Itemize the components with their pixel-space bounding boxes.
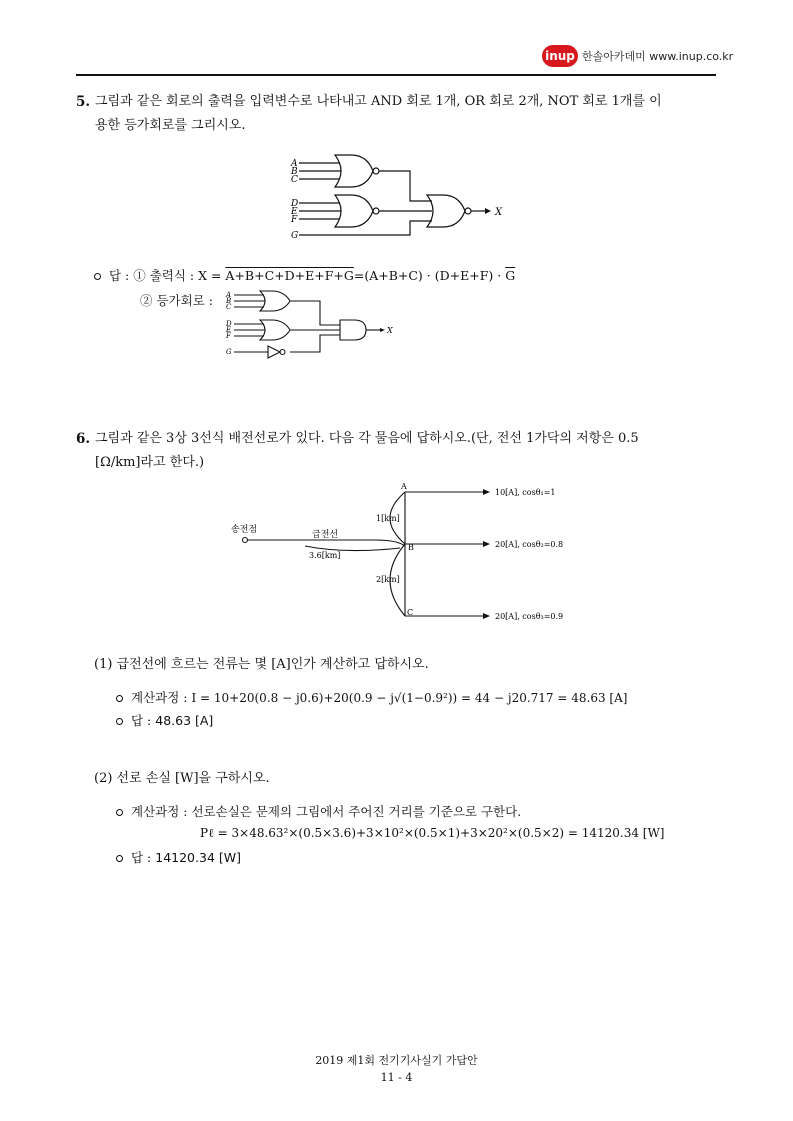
nor-bubble-final [465,208,471,214]
bullet [116,695,123,702]
footer-title: 2019 제1회 전기기사실기 가답안 [315,1054,478,1067]
feeder-line [247,540,405,546]
label-e: E [291,207,298,217]
q5-answer: 답 : ① 출력식 : $X = A+B+C+D+E+F+G=(A+B+C) \cdot (D+E+F) \cdot \overline{G}$ [94,266,515,284]
q5-equiv-circuit [222,287,397,362]
eq-label-f: F [226,332,231,340]
q5-number: 5. [76,94,91,110]
node-b: B [408,543,414,552]
not-gate [268,346,280,358]
diagram-source: 송전점 [231,525,258,535]
eq-label-c: C [226,303,232,311]
label-x: X [495,207,503,218]
label-g: G [291,231,299,241]
label-d: D [291,199,299,209]
source-point [243,538,248,543]
bullet [116,809,123,816]
node-c: C [407,608,414,617]
label-c: C [291,175,298,185]
q6-sub1-answer: 답 : 48.63 [A] [116,711,213,729]
q5-text-line1: 그림과 같은 회로의 출력을 입력변수로 나타내고 AND 회로 1개, OR 회로 2개, NOT 회로 1개를 이 [95,94,662,109]
nor-gate-final [427,195,465,227]
formula-overline: A+B+C+D+E+F+G [225,268,354,283]
node-a: A [401,482,407,491]
q6-sub2-calc-text: 계산과정 : 선로손실은 문제의 그림에서 주어진 거리를 기준으로 구한다. [116,802,521,820]
label-f: F [291,215,298,225]
eq-label-a: A [226,291,232,299]
q5-equiv-label: ② 등가회로 : [140,293,213,308]
header-academy: 한솔아카데미 www.inup.co.kr [582,50,734,63]
q6-text-line2: [Ω/km]라고 한다.) [95,455,205,470]
diagram-bc-len: 2[km] [376,575,400,584]
diagram-ab-len: 1[km] [376,514,400,523]
eq-label-g: G [226,348,232,356]
bullet [116,855,123,862]
inup-logo: inup [542,45,578,67]
load-b: 20[A], cosθ₂=0.8 [495,540,564,549]
bullet [116,718,123,725]
nor-bubble-1 [373,168,379,174]
footer-page: 11 - 4 [380,1071,413,1084]
q6-sub1-title: (1) 급전선에 흐르는 전류는 몇 [A]인가 계산하고 답하시오. [94,657,429,672]
q6-text-line1: 그림과 같은 3상 3선식 배전선로가 있다. 다음 각 물음에 답하시오.(단, 전선 1가닥의 저항은 0.5 [95,431,639,446]
formula-g-bar: $\overline{G}$ [505,268,516,283]
q6-sub2-answer: 답 : 14120.34 [W] [116,848,241,866]
and-gate [340,320,366,340]
label-a: A [291,159,298,169]
q6-sub1-calc: 계산과정 : I = 10+20(0.8 − j0.6)+20(0.9 − j√(1−0.9²)) = 44 − j20.717 = 48.63 [A] [116,688,627,706]
eq-label-e: E [226,326,232,334]
nor-bubble-2 [373,208,379,214]
header-rule [76,74,716,76]
q6-line-diagram [225,478,575,628]
q5-text-line2: 용한 등가회로를 그리시오. [95,118,246,133]
q6-number: 6. [76,431,91,447]
eq-label-b: B [226,297,232,305]
eq-label-d: D [226,320,232,328]
q6-sub2-title: (2) 선로 손실 [W]을 구하시오. [94,771,270,786]
eq-label-x: X [387,326,393,335]
answer-bullet [94,273,101,280]
load-c: 20[A], cosθ₃=0.9 [495,612,564,621]
diagram-feeder-len: 3.6[km] [309,551,341,560]
diagram-feeder: 급전선 [312,530,339,540]
q5-circuit-diagram [285,145,515,245]
q6-sub2-calc: Pℓ = 3×48.63²×(0.5×3.6)+3×10²×(0.5×1)+3×20²×(0.5×2) = 14120.34 [W] [200,826,665,840]
label-b: B [291,167,298,177]
load-a: 10[A], cosθ₁=1 [495,488,556,497]
feeder-dimension [305,546,400,551]
